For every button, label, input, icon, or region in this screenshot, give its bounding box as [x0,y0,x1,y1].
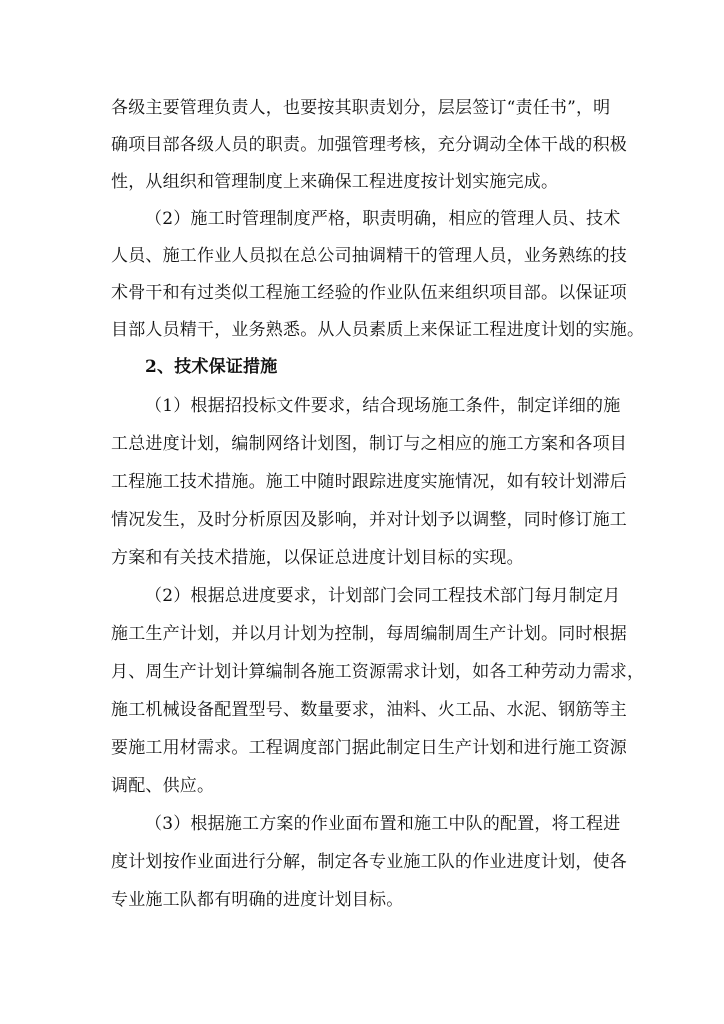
paragraph-line: 施工机械设备配置型号、数量要求，油料、火工品、水泥、钢筋等主 [111,700,627,720]
paragraph-line: 性，从组织和管理制度上来确保工程进度按计划实施完成。 [111,172,559,192]
paragraph-line: （2）施工时管理制度严格，职责明确，相应的管理人员、技术 [145,209,621,229]
paragraph-line: （1）根据招投标文件要求，结合现场施工条件，制定详细的施 [145,396,621,416]
paragraph-line: 各级主要管理负责人，也要按其职责划分，层层签订“责任书”，明 [111,98,611,118]
paragraph-line: （2）根据总进度要求，计划部门会同工程技术部门每月制定月 [145,586,621,606]
paragraph-line: 确项目部各级人员的职责。加强管理考核，充分调动全体干战的积极 [111,135,627,155]
paragraph-line: 施工生产计划，并以月计划为控制，每周编制周生产计划。同时根据 [111,624,627,644]
paragraph-line: 度计划按作业面进行分解，制定各专业施工队的作业进度计划，使各 [111,852,627,872]
paragraph-line: 工程施工技术措施。施工中随时跟踪进度实施情况，如有较计划滞后 [111,472,627,492]
paragraph-line: 术骨干和有过类似工程施工经验的作业队伍来组织项目部。以保证项 [111,283,627,303]
paragraph-line: 情况发生，及时分析原因及影响，并对计划予以调整，同时修订施工 [111,510,627,530]
paragraph-line: （3）根据施工方案的作业面布置和施工中队的配置，将工程进 [145,814,621,834]
paragraph-line: 调配、供应。 [111,776,215,796]
paragraph-line: 要施工用材需求。工程调度部门据此制定日生产计划和进行施工资源 [111,738,627,758]
paragraph-line: 方案和有关技术措施，以保证总进度计划目标的实现。 [111,548,524,568]
section-heading: 2、技术保证措施 [145,357,278,377]
paragraph-line: 月、周生产计划计算编制各施工资源需求计划，如各工种劳动力需求， [111,662,645,682]
paragraph-line: 人员、施工作业人员拟在总公司抽调精干的管理人员，业务熟练的技 [111,246,627,266]
paragraph-line: 目部人员精干，业务熟悉。从人员素质上来保证工程进度计划的实施。 [111,320,645,340]
paragraph-line: 专业施工队都有明确的进度计划目标。 [111,890,404,910]
paragraph-line: 工总进度计划，编制网络计划图，制订与之相应的施工方案和各项目 [111,434,627,454]
